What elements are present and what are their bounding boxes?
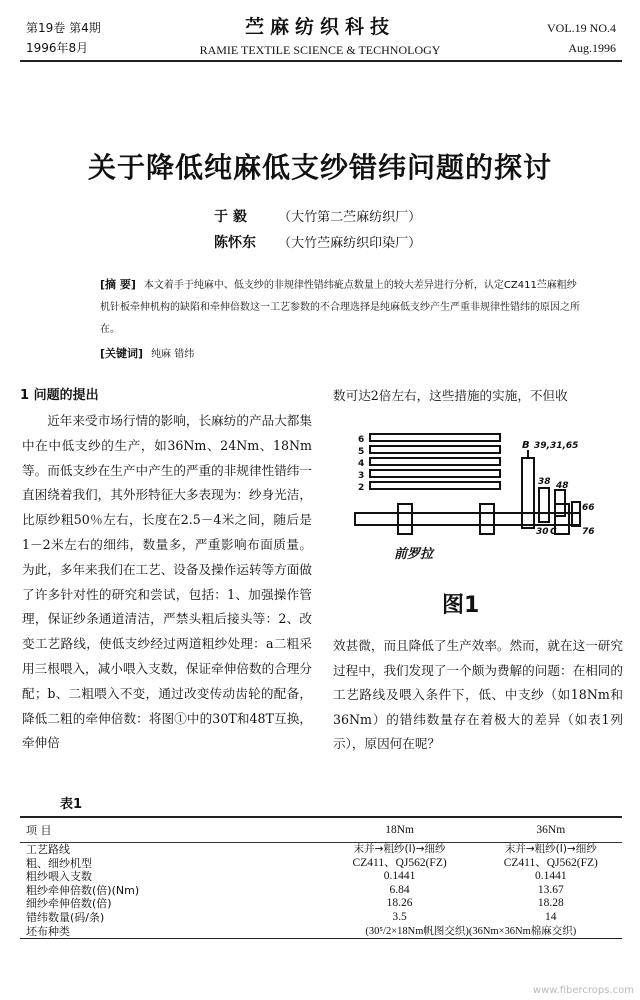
table-cell: 粗纱牵伸倍数(倍)(Nm) <box>26 883 140 897</box>
table-cell: 18.26 <box>386 897 413 910</box>
figure-bar <box>370 458 500 465</box>
table-cell: 错纬数量(码/条) <box>26 910 105 924</box>
article-title: 关于降低纯麻低支纱错纬问题的探讨 <box>87 151 552 184</box>
table-cell: 14 <box>545 910 557 923</box>
figure-bar-number: 5 <box>358 447 365 457</box>
watermark: www.fibercrops.com <box>532 985 634 996</box>
table-cell: 0.1441 <box>383 870 416 883</box>
table-cell: 工艺路线 <box>26 843 70 856</box>
table-row <box>20 843 622 857</box>
figure-front-roller-label: 前罗拉 <box>394 547 434 562</box>
volume-issue-cn: 第19卷 第4期 <box>26 21 101 35</box>
table-cell: 13.67 <box>537 883 564 896</box>
figure-label: 76 <box>582 527 595 537</box>
date-en: Aug.1996 <box>568 41 616 55</box>
keywords-label: [关键词] <box>100 347 144 360</box>
figure-label: 39,31,65 <box>534 441 579 451</box>
figure-bar-number: 4 <box>358 459 365 469</box>
table-row <box>20 884 622 898</box>
table-cell: 末并→粗纱(Ⅰ)→细纱 <box>504 843 597 855</box>
table-cell: 0.1441 <box>534 870 567 883</box>
figure-label: 48 <box>556 481 569 491</box>
keywords-text: 纯麻 错纬 <box>151 349 195 360</box>
table-cell: 粗、细纱机型 <box>26 856 92 870</box>
figure-label: C <box>550 527 557 537</box>
figure-shaft <box>355 513 580 525</box>
right-column-top-text: 数可达2倍左右，这些措施的实施，不但收 <box>333 388 568 403</box>
date-cn: 1996年8月 <box>26 41 89 55</box>
table-row <box>20 911 622 925</box>
table-header-row <box>20 818 622 843</box>
table-header-cell: 18Nm <box>320 818 480 843</box>
figure-caption: 图1 <box>442 593 480 618</box>
header-left <box>26 18 101 58</box>
figure-bar-number: 6 <box>358 435 365 445</box>
journal-title-en: RAMIE TEXTILE SCIENCE & TECHNOLOGY <box>199 43 441 57</box>
figure-bar-number: 3 <box>358 471 365 481</box>
figure-roller-block <box>555 504 569 534</box>
author-row <box>214 206 421 226</box>
section-title: 1 问题的提出 <box>20 388 99 403</box>
abstract-text: 本文着手于纯麻中、低支纱的非规律性错纬疵点数量上的较大差异进行分析，认定CZ411苎麻粗纱机针板牵伸机构的缺陷和牵伸倍数这一工艺参数的不合理选择是纯麻低支纱产生严重非规律性错纬的原因之所在。 <box>100 280 580 335</box>
table-cell: 坯布种类 <box>26 924 70 938</box>
table-header-cell: 36Nm <box>480 818 622 843</box>
figure-gear <box>522 458 534 528</box>
figure-label: 30 <box>536 527 549 537</box>
table-cell: CZ411、QJ562(FZ) <box>352 856 447 869</box>
data-table <box>20 816 622 939</box>
table-row <box>20 870 622 884</box>
table-cell: 18.28 <box>537 897 564 910</box>
body-left-column <box>22 409 312 756</box>
table-cell: 3.5 <box>392 910 407 923</box>
figure-label: 66 <box>582 503 595 513</box>
body-paragraph: 近年来受市场行情的影响，长麻纺的产品大都集中在中低支纱的生产，如36Nm、24Nm、18Nm等。而低支纱在生产中产生的严重的非规律性错纬一直困绕着我们，其外形特征大多表现为：纱身光洁，比原纱粗50％左右，长度在2.5－4米之间，随后是1－2米左右的细纬，数量多，严重影响布面质量。为此，多年来我们在工艺、设备及操作运转等方面做了许多针对性的研究和尝试，包括：1、加强操作管理，保证纱条通道清洁，严禁头粗后接头等：2、改变工艺路线，使低支纱经过两道粗纱处理：a二粗采用三根喂入，减小喂入支数，保证牵伸倍数的合理分配；b、二粗喂入不变，通过改变传动齿轮的配备，降低二粗的牵伸倍数：将图①中的30T和48T互换，牵伸倍 <box>22 413 312 751</box>
table-row <box>20 925 622 939</box>
author-name: 陈怀东 <box>214 235 256 251</box>
table-cell: 粗纱喂入支数 <box>26 870 92 884</box>
table-cell: (30⁵/2×18Nm帆图交织)(36Nm×36Nm棉麻交织) <box>365 925 577 937</box>
author-name: 于 毅 <box>214 209 247 225</box>
table-header-cell: 项 目 <box>20 818 320 843</box>
header-center <box>150 12 490 58</box>
author-row <box>214 232 421 252</box>
abstract <box>100 274 580 366</box>
header-right <box>547 18 616 58</box>
right-column-bottom-text: 效甚微，而且降低了生产效率。然而，就在这一研究过程中，我们发现了一个颇为费解的问题：在相同的工艺路线及喂入条件下，低、中支纱（如18Nm和36Nm）的错纬数量存在着极大的差异（如表1列示），原因何在呢？ <box>333 638 623 752</box>
abstract-label: [摘 要] <box>100 278 136 291</box>
figure-gear <box>539 488 549 522</box>
figure-roller-block <box>480 504 494 534</box>
table-cell: CZ411、QJ562(FZ) <box>503 856 598 869</box>
figure-roller-block <box>398 504 412 534</box>
table-caption: 表1 <box>60 797 83 812</box>
figure-label: B <box>522 440 530 451</box>
journal-title-cn: 苎麻纺织科技 <box>244 16 395 38</box>
figure-bar-number: 2 <box>358 483 365 493</box>
volume-issue-en: VOL.19 NO.4 <box>547 21 616 35</box>
figure-label: 38 <box>538 477 551 487</box>
table-row <box>20 897 622 911</box>
table-row <box>20 857 622 871</box>
figure-1-diagram <box>350 420 620 630</box>
figure-bar <box>370 482 500 489</box>
author-affiliation: （大竹苎麻纺织印染厂） <box>278 236 422 251</box>
table-cell: 末并→粗纱(Ⅰ)→细纱 <box>353 843 446 855</box>
header-divider <box>20 60 622 62</box>
author-affiliation: （大竹第二苎麻纺织厂） <box>278 210 422 225</box>
table-cell: 6.84 <box>389 883 410 896</box>
figure-bar <box>370 446 500 453</box>
figure-bar <box>370 470 500 477</box>
table-cell: 细纱牵伸倍数(倍) <box>26 897 112 911</box>
figure-bar <box>370 434 500 441</box>
